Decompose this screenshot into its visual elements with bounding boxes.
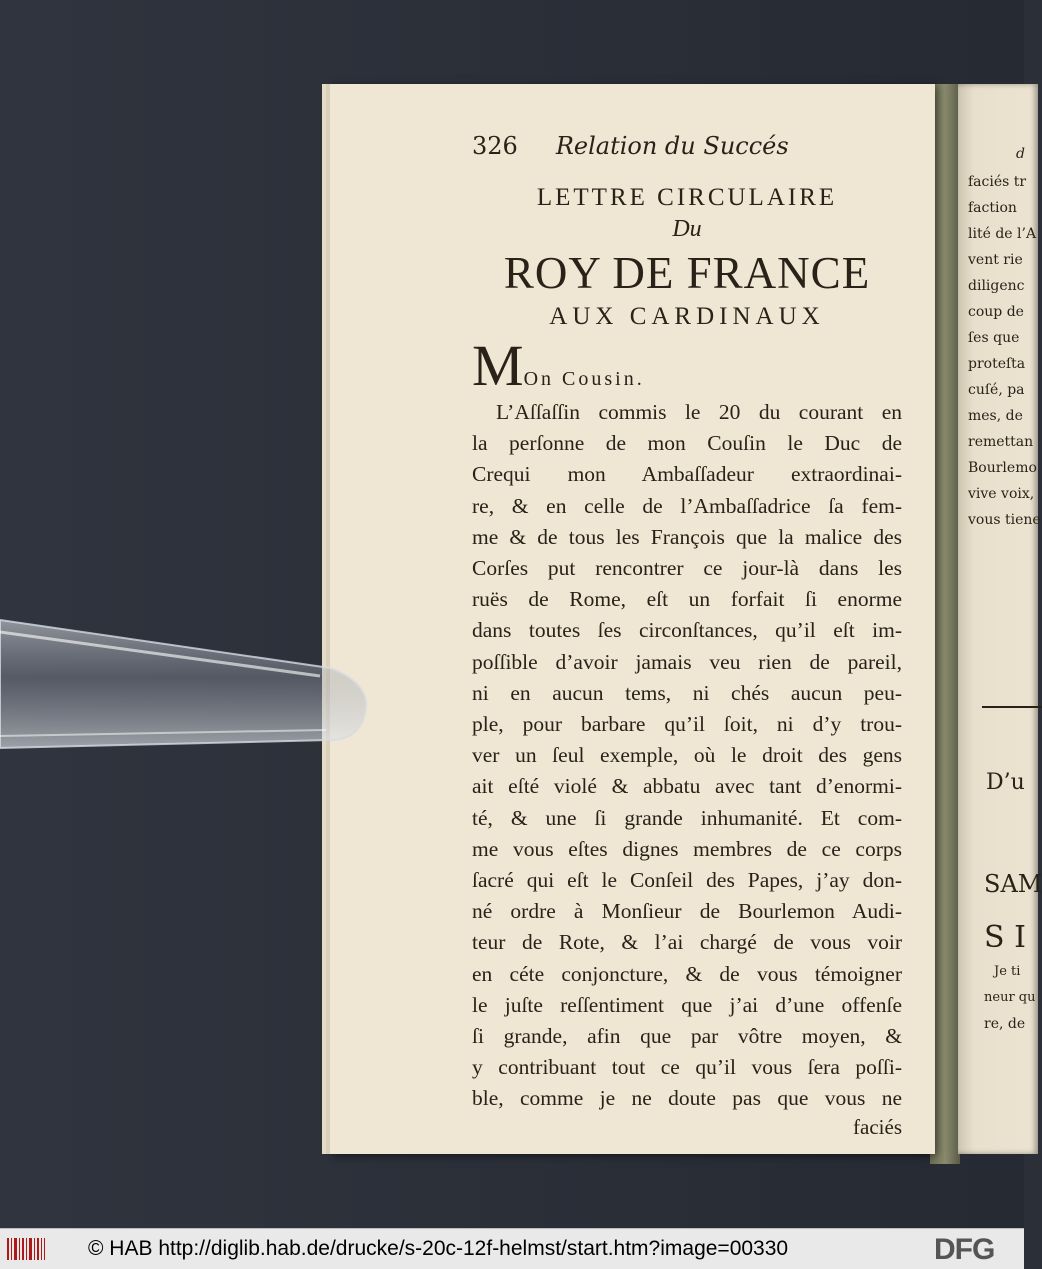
letter-title-connector: Du [672,216,702,242]
drop-cap: M [472,333,524,398]
facing-fragment: faciés tr [968,174,1027,190]
facing-fragment: Je ti [994,964,1021,979]
text-line: ver un ſeul exemple, où le droit des gens [472,743,902,768]
text-line: ſacré qui eſt le Conſeil des Papes, j’ay don- [472,868,902,893]
facing-fragment: vous tiene [968,512,1041,528]
facing-fragment: neur qu [984,990,1036,1005]
text-line: ple, pour barbare qu’il ſoit, ni d’y trou- [472,712,902,737]
glass-page-weight [0,618,372,758]
facing-fragment: remettan [968,434,1034,450]
source-link[interactable]: © HAB http://diglib.hab.de/drucke/s-20c-12f-helmst/start.htm?image=00330 [88,1237,789,1260]
facing-fragment: D’u [986,770,1025,795]
text-line: teur de Rote, & l’ai chargé de vous voir [472,930,902,955]
page-text-block [472,132,902,1140]
text-line: né ordre à Monſieur de Bourlemon Audi- [472,899,902,924]
facing-fragment: ſes que [968,330,1020,346]
facing-fragment: vent rie [968,252,1023,268]
text-line: ruës de Rome, eſt un forfait ſi enorme [472,587,902,612]
facing-fragment: SAM [984,870,1042,898]
book-page [330,84,935,1154]
letter-title-sender: ROY DE FRANCE [503,248,871,298]
text-line: Corſes put rencontrer ce jour-là dans les [472,556,902,581]
facing-fragment: Bourlemo [968,460,1037,476]
facing-rule [982,706,1042,708]
salutation [472,333,902,398]
facing-fragment: lité de l’A [968,226,1037,242]
facing-fragment: S I [984,920,1026,955]
barcode-icon [6,1236,46,1262]
running-head-title: Relation du Succés [555,132,789,160]
text-line: poſſible d’avoir jamais veu rien de pareil, [472,649,902,674]
facing-fragment: diligenc [968,278,1025,294]
facing-fragment: faction [968,200,1017,216]
text-line: la perſonne de mon Couſin le Duc de [472,431,902,456]
text-line: re, & en celle de l’Ambaſſadrice ſa fem- [472,493,902,518]
dfg-logo: DFG [934,1233,995,1266]
letter-title-recipients: AUX CARDINAUX [549,303,825,330]
letter-title: LETTRE CIRCULAIRE [536,184,838,211]
facing-fragment: cuſé, pa [968,382,1025,398]
viewer-footer [0,1228,1024,1269]
facing-fragment: mes, de [968,408,1023,424]
text-line: y contribuant tout ce qu’il vous ſera poſſi- [472,1055,902,1080]
text-line: dans toutes ſes circonſtances, qu’il eſt im- [472,618,902,643]
facing-fragment: coup de [968,304,1024,320]
text-line: me vous eſtes dignes membres de ce corps [472,836,902,861]
salutation-text: On Cousin. [523,368,645,390]
running-head [472,132,902,160]
facing-fragment: vive voix, [968,486,1035,502]
catchword: faciés [853,1114,902,1139]
facing-fragment: d [1016,146,1025,162]
text-line: té, & une ſi grande inhumanité. Et com- [472,805,902,830]
text-line: Crequi mon Ambaſſadeur extraordinai- [472,462,902,487]
text-line: L’Aſſaſſin commis le 20 du courant en [496,400,902,424]
text-line: ſi grande, afin que par vôtre moyen, & [472,1024,902,1049]
text-line: le juſte reſſentiment que j’ai d’une offenſe [472,992,902,1017]
letter-body [472,397,902,1115]
text-line: ble, comme je ne doute pas que vous ne [472,1086,902,1111]
facing-fragment: re, de [984,1016,1026,1032]
facing-page [958,84,1042,1154]
text-line: ni en aucun tems, ni chés aucun peu- [472,680,902,705]
page-number: 326 [472,132,518,160]
text-line: en céte conjoncture, & de vous témoigner [472,961,902,986]
text-line: me & de tous les François que la malice des [472,524,902,549]
facing-fragment: proteſta [968,356,1026,372]
text-line: ait eſté violé & abbatu avec tant d’enormi- [472,774,902,799]
